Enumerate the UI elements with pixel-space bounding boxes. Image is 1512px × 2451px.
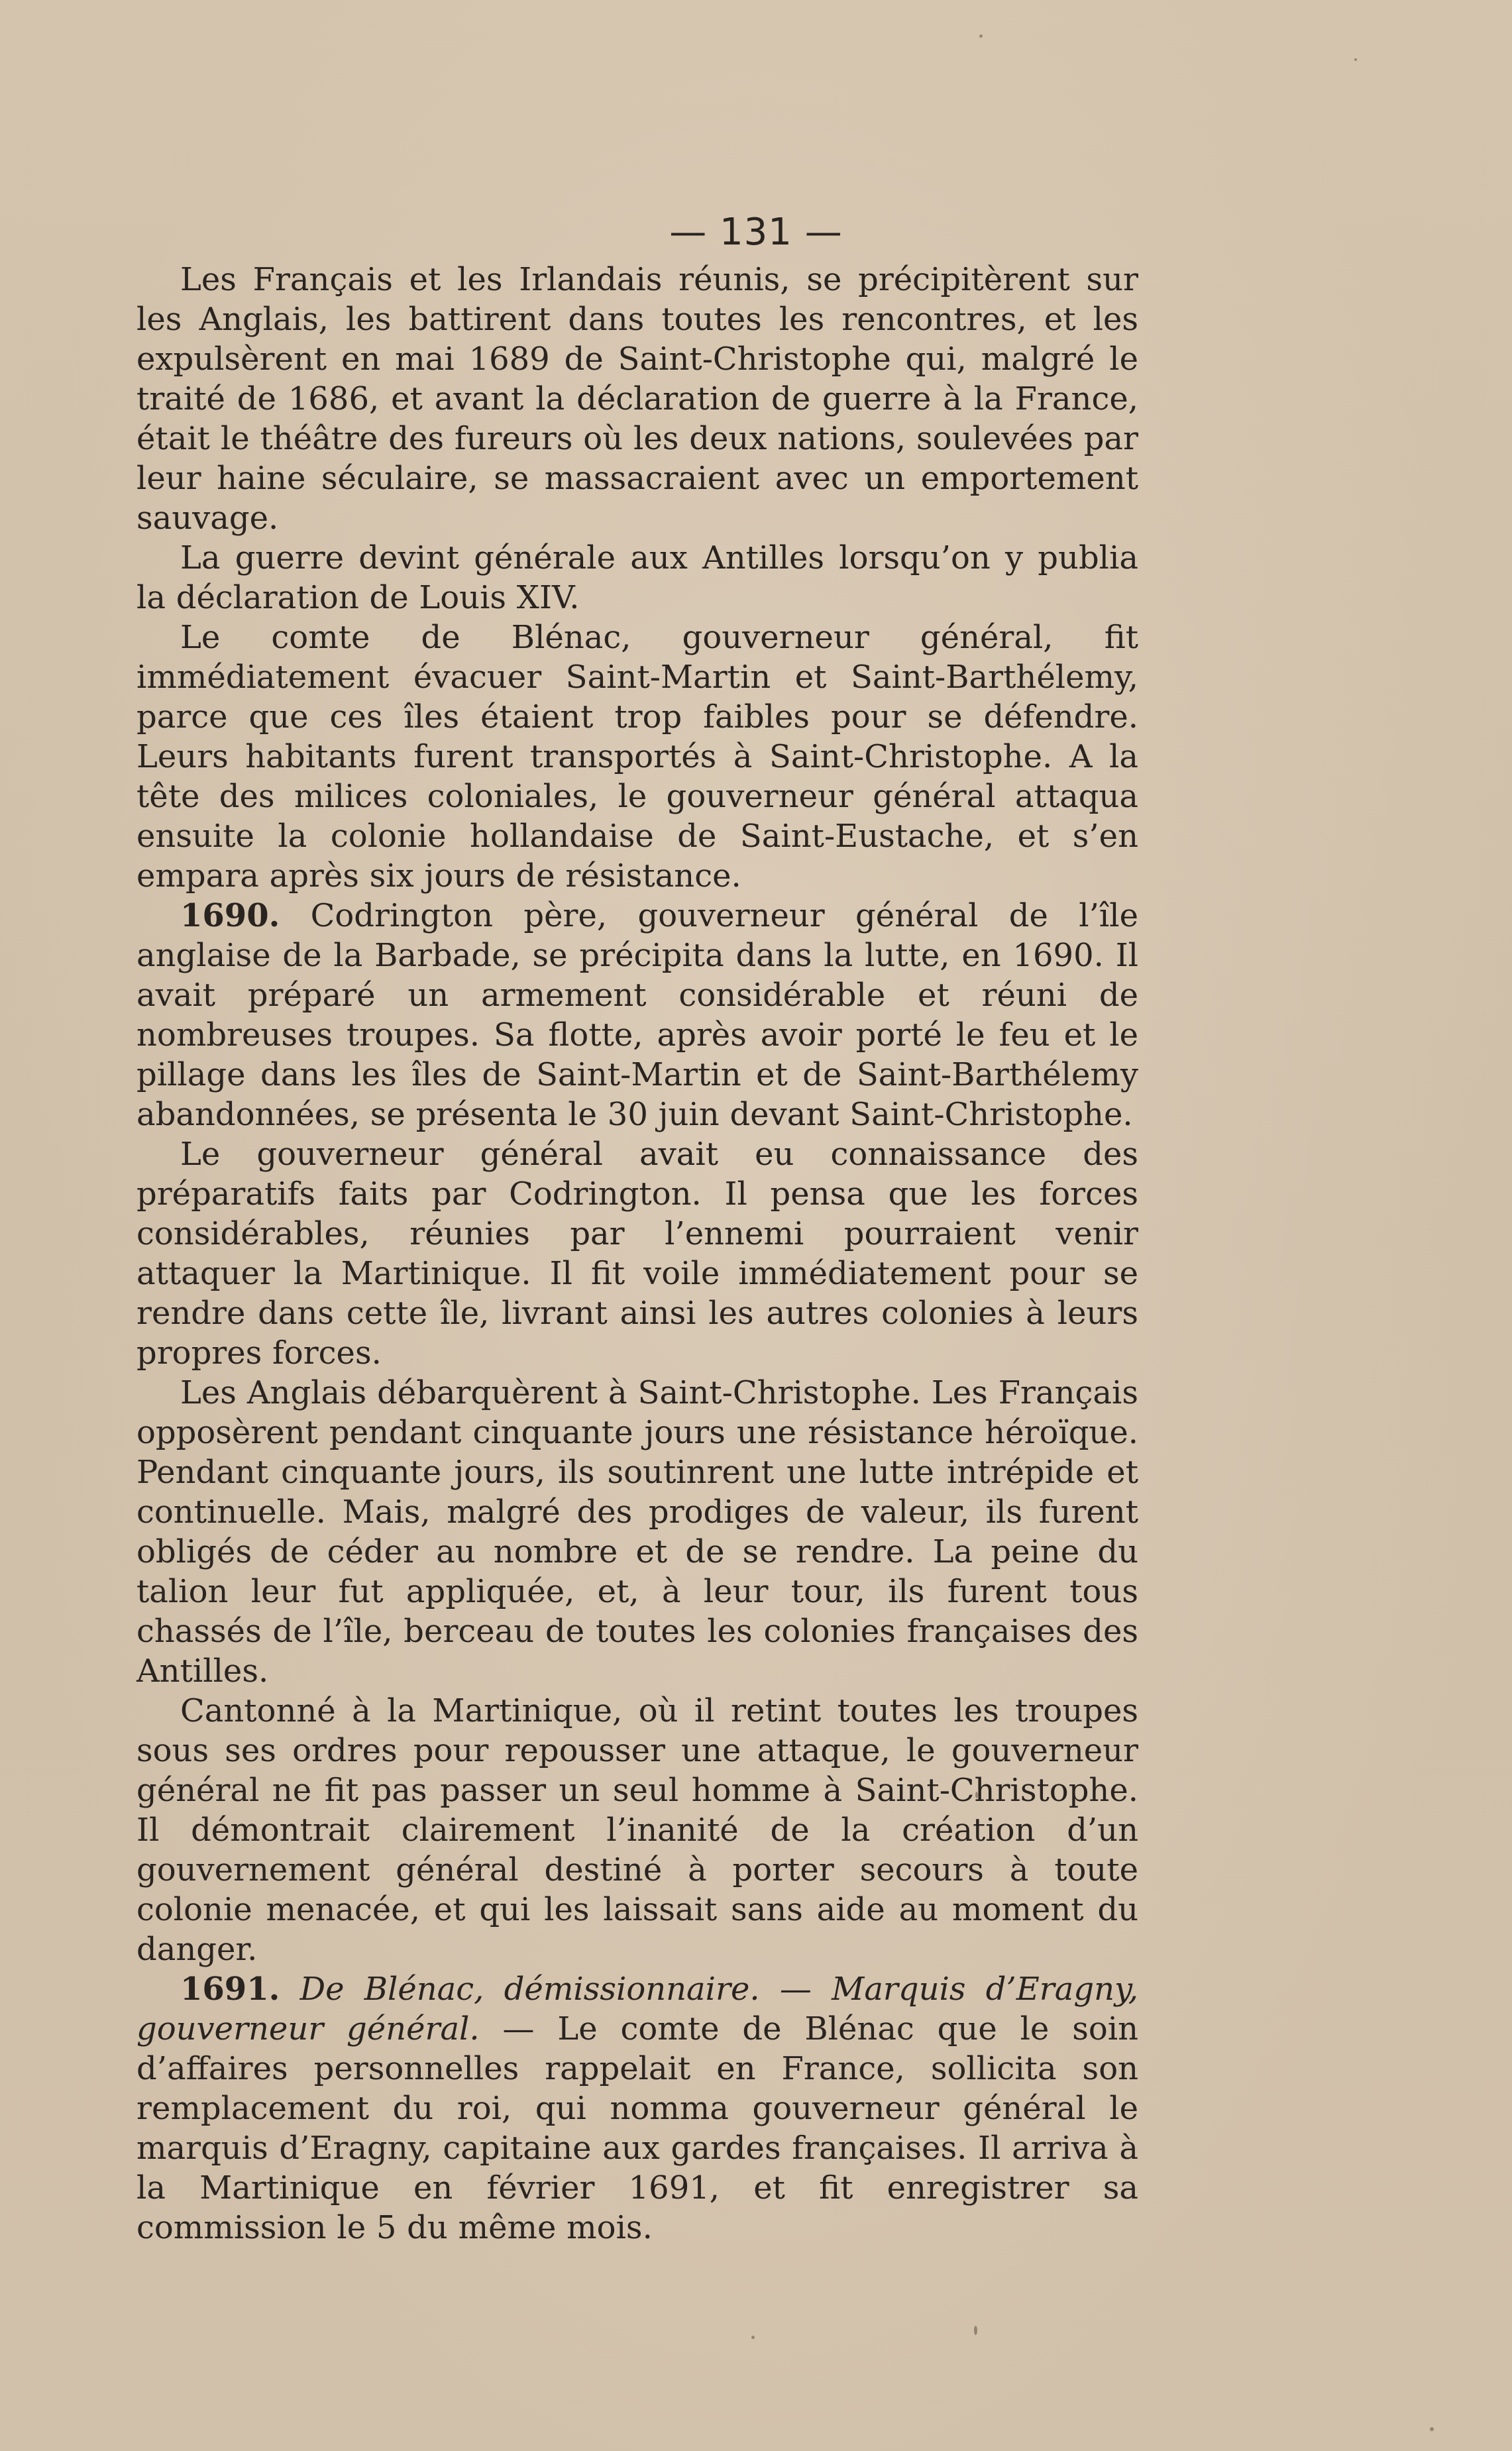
paragraph-1: Les Français et les Irlandais réunis, se précipitèrent sur les Anglais, les battirent dans toutes les rencontres, et les expulsèrent en mai 1689 de Saint-Christophe qui, malgré le traité de 1686, et avant la déclaration de guerre à la France, était le théâtre des fureurs où les deux nations, soulevées par leur haine séculaire, se massacraient avec un emportement sauvage. [136, 261, 1138, 537]
paragraph-2: La guerre devint générale aux Antilles lorsqu’on y publia la déclaration de Louis XIV. [136, 539, 1138, 616]
year-heading: 1690. [180, 897, 280, 934]
paper-speck [751, 2336, 755, 2339]
paragraph-text: — Le comte de Blénac que le soin d’affaires personnelles rappelait en France, sollicita son remplacement du roi, qui nomma gouverneur général le marquis d’Eragny, capitaine aux gardes françaises. Il arriva à la Martinique en février 1691, et fit enregistrer sa commission le 5 du même mois. [136, 2010, 1138, 2246]
year-heading: 1691. [180, 1971, 280, 2008]
paragraph-5: Le gouverneur général avait eu connaissance des préparatifs faits par Codrington. Il pensa que les forces considérables, réunies par l’ennemi pourraient venir attaquer la Martinique. Il fit voile immédiatement pour se rendre dans cette île, livrant ainsi les autres colonies à leurs propres forces. [136, 1136, 1138, 1372]
paper-speck [1354, 58, 1357, 61]
paragraph-3: Le comte de Blénac, gouverneur général, fit immédiatement évacuer Saint-Martin et Saint-Barthélemy, parce que ces îles étaient trop faibles pour se défendre. Leurs habitants furent transportés à Saint-Christophe. A la tête des milices coloniales, le gouverneur général attaqua ensuite la colonie hollandaise de Saint-Eustache, et s’en empara après six jours de résistance. [136, 619, 1138, 895]
section-title: De Blénac, démissionnaire. — Marquis d’Eragny, gouverneur général. [136, 1971, 1138, 2047]
paper-speck [979, 34, 983, 38]
paper-speck [974, 2326, 977, 2335]
paragraph-6: Les Anglais débarquèrent à Saint-Christophe. Les Français opposèrent pendant cinquante jours une résistance héroïque. Pendant cinquante jours, ils soutinrent une lutte intrépide et continuelle. Mais, malgré des prodiges de valeur, ils furent obligés de céder au nombre et de se rendre. La peine du talion leur fut appliquée, et, à leur tour, ils furent tous chassés de l’île, berceau de toutes les colonies françaises des Antilles. [136, 1374, 1138, 1690]
paragraph-8 [136, 1969, 1138, 2248]
paragraph-7: Cantonné à la Martinique, où il retint toutes les troupes sous ses ordres pour repousser une attaque, le gouverneur général ne fit pas passer un seul homme à Saint-Christophe. Il démontrait clairement l’inanité de la création d’un gouvernement général destiné à porter secours à toute colonie menacée, et qui les laissait sans aide au moment du danger. [136, 1692, 1138, 1968]
page-number: — 131 — [669, 211, 843, 254]
paper-speck [1430, 2427, 1434, 2431]
body-text [136, 260, 1138, 2248]
paragraph-text: Codrington père, gouverneur général de l’île anglaise de la Barbade, se précipita dans la lutte, en 1690. Il avait préparé un armement considérable et réuni de nombreuses troupes. Sa flotte, après avoir porté le feu et le pillage dans les îles de Saint-Martin et de Saint-Barthélemy abandonnées, se présenta le 30 juin devant Saint-Christophe. [136, 897, 1138, 1133]
paragraph-4 [136, 896, 1138, 1134]
